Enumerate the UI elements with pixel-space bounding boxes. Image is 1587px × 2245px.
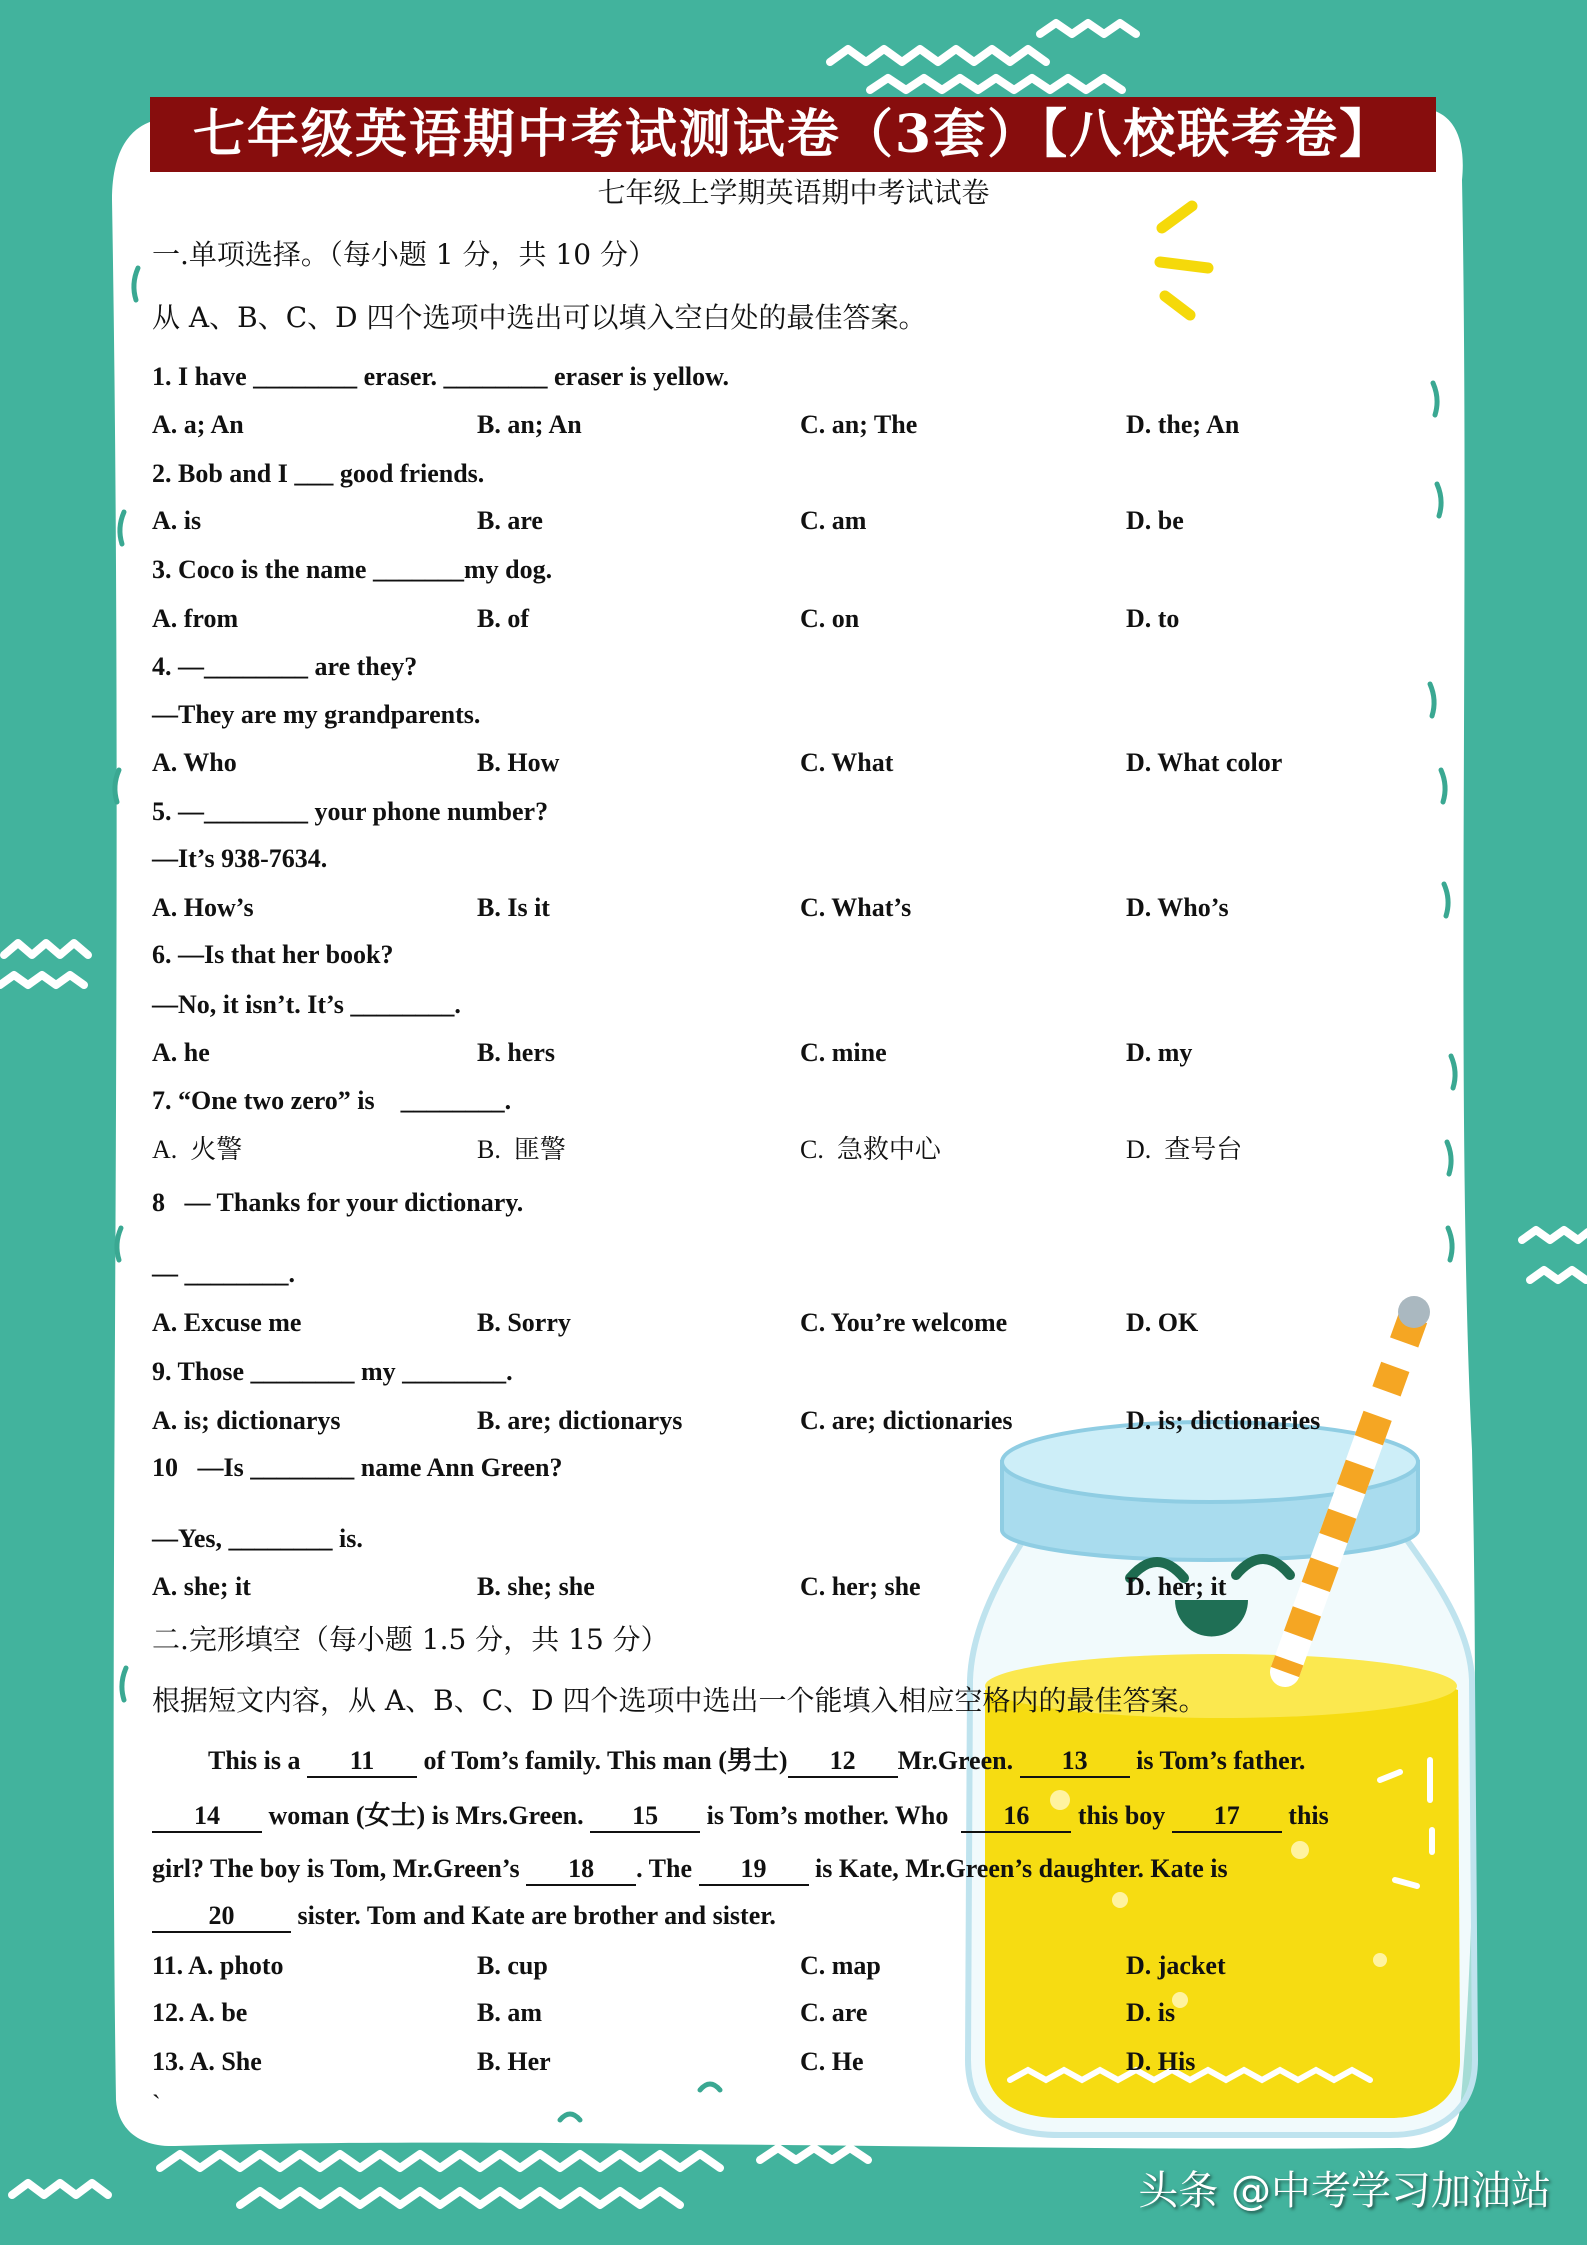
option-d: D. the; An [1126, 410, 1240, 439]
question-2-stem: 2. Bob and I ___ good friends. [152, 459, 485, 488]
option-a: A. How’s [152, 893, 254, 922]
option-b: B. Is it [477, 893, 550, 922]
passage-text: girl? The boy is Tom, Mr.Green’s [152, 1854, 527, 1883]
question-8-response: — ________. [152, 1259, 295, 1288]
blank-13: 13 [1020, 1746, 1130, 1778]
option-a: A. from [152, 604, 239, 633]
passage-text: Mr.Green. [897, 1746, 1020, 1775]
title-banner [150, 97, 1436, 172]
question-6-stem: 6. —Is that her book? [152, 940, 394, 969]
passage-line-2 [152, 1798, 1329, 1834]
option-d: D. Who’s [1126, 893, 1229, 922]
question-1-options [0, 407, 1587, 443]
option-d: D. His [1126, 2047, 1196, 2076]
option-d: D. my [1126, 1038, 1193, 1067]
passage-text: is Kate, Mr.Green’s daughter. Kate is [808, 1854, 1228, 1883]
question-5-options [0, 890, 1587, 926]
question-12-options [0, 1995, 1587, 2031]
question-6-response: —No, it isn’t. It’s ________. [152, 990, 461, 1019]
section1-instruction: 从 A、B、C、D 四个选项中选出可以填入空白处的最佳答案。 [152, 301, 927, 334]
option-c: C. What [800, 748, 894, 777]
passage-line-3 [152, 1851, 1228, 1887]
passage-line-1 [208, 1743, 1305, 1779]
blank-19: 19 [699, 1854, 809, 1886]
section2-heading: 二.完形填空（每小题 1.5 分，共 15 分） [152, 1623, 669, 1656]
option-d: D. jacket [1126, 1951, 1226, 1980]
passage-text: This is a [208, 1746, 307, 1775]
question-7-options [0, 1132, 1587, 1168]
option-a: A. Excuse me [152, 1308, 302, 1337]
option-c: C. her; she [800, 1572, 921, 1601]
question-4-response: —They are my grandparents. [152, 700, 481, 729]
question-3-stem: 3. Coco is the name _______my dog. [152, 555, 553, 584]
option-a: 11. A. photo [152, 1951, 284, 1980]
option-a: A. is [152, 506, 202, 535]
passage-text: sister. Tom and Kate are brother and sister. [291, 1901, 776, 1930]
question-5-stem: 5. —________ your phone number? [152, 797, 549, 826]
question-1-stem: 1. I have ________ eraser. ________ eraser is yellow. [152, 362, 729, 391]
option-c: C. mine [800, 1038, 887, 1067]
option-b: B. she; she [477, 1572, 595, 1601]
option-b: B. are [477, 506, 543, 535]
option-b: B. hers [477, 1038, 555, 1067]
option-c: C. are; dictionaries [800, 1406, 1013, 1435]
question-3-options [0, 601, 1587, 637]
blank-18: 18 [526, 1854, 636, 1886]
question-2-options [0, 503, 1587, 539]
blank-12: 12 [788, 1746, 898, 1778]
blank-16: 16 [961, 1801, 1071, 1833]
option-b: B. 匪警 [477, 1135, 566, 1164]
blank-11: 11 [307, 1746, 417, 1778]
question-11-options [0, 1948, 1587, 1984]
question-4-stem: 4. —________ are they? [152, 652, 418, 681]
question-8-stem: 8 — Thanks for your dictionary. [152, 1188, 524, 1217]
option-c: C. are [800, 1998, 868, 2027]
option-d: D. is; dictionaries [1126, 1406, 1321, 1435]
option-c: C. You’re welcome [800, 1308, 1008, 1337]
question-10-stem: 10 —Is ________ name Ann Green? [152, 1453, 563, 1482]
question-9-options [0, 1403, 1587, 1439]
question-9-stem: 9. Those ________ my ________. [152, 1357, 513, 1386]
blank-17: 17 [1172, 1801, 1282, 1833]
passage-text: this boy [1071, 1801, 1172, 1830]
option-c: C. He [800, 2047, 864, 2076]
option-a: A. a; An [152, 410, 244, 439]
section2-instruction: 根据短文内容，从 A、B、C、D 四个选项中选出一个能填入相应空格内的最佳答案。 [152, 1684, 1207, 1717]
passage-text: woman (女士) is Mrs.Green. [262, 1801, 591, 1830]
question-10-response: —Yes, ________ is. [152, 1524, 363, 1553]
option-b: B. am [477, 1998, 542, 2027]
option-b: B. cup [477, 1951, 548, 1980]
option-b: B. of [477, 604, 529, 633]
passage-line-4 [152, 1898, 776, 1934]
source-watermark: 头条 @中考学习加油站 [1138, 2168, 1551, 2214]
blank-15: 15 [590, 1801, 700, 1833]
option-a: 12. A. be [152, 1998, 248, 2027]
question-6-options [0, 1035, 1587, 1071]
question-13-options [0, 2044, 1587, 2080]
blank-20: 20 [152, 1901, 291, 1933]
passage-text: . The [636, 1854, 699, 1883]
section1-heading: 一.单项选择。（每小题 1 分，共 10 分） [152, 238, 656, 271]
option-b: B. Sorry [477, 1308, 571, 1337]
option-b: B. Her [477, 2047, 551, 2076]
option-d: D. 查号台 [1126, 1135, 1243, 1164]
option-a: A. is; dictionarys [152, 1406, 341, 1435]
option-d: D. to [1126, 604, 1180, 633]
passage-text: is Tom’s mother. Who [700, 1801, 962, 1830]
question-4-options [0, 745, 1587, 781]
option-b: B. How [477, 748, 560, 777]
option-c: C. an; The [800, 410, 918, 439]
option-c: C. map [800, 1951, 881, 1980]
option-a: A. 火警 [152, 1135, 243, 1164]
passage-text: is Tom’s father. [1129, 1746, 1306, 1775]
option-d: D. is [1126, 1998, 1176, 2027]
option-a: A. Who [152, 748, 237, 777]
option-b: B. an; An [477, 410, 582, 439]
option-d: D. OK [1126, 1308, 1199, 1337]
option-b: B. are; dictionarys [477, 1406, 683, 1435]
question-5-response: —It’s 938-7634. [152, 844, 328, 873]
option-d: D. be [1126, 506, 1184, 535]
document-subtitle: 七年级上学期英语期中考试试卷 [597, 176, 990, 209]
option-c: C. What’s [800, 893, 912, 922]
option-a: A. he [152, 1038, 210, 1067]
document-title: 七年级英语期中考试测试卷（3套）【八校联考卷】 [192, 104, 1394, 165]
option-c: C. on [800, 604, 860, 633]
option-c: C. 急救中心 [800, 1135, 941, 1164]
blank-14: 14 [152, 1801, 262, 1833]
question-10-options [0, 1569, 1587, 1605]
option-a: 13. A. She [152, 2047, 262, 2076]
question-7-stem: 7. “One two zero” is ________. [152, 1086, 512, 1115]
option-d: D. What color [1126, 748, 1283, 777]
passage-text: of Tom’s family. This man (男士) [417, 1746, 788, 1775]
question-8-options [0, 1305, 1587, 1341]
stray-mark: ` [152, 2090, 161, 2119]
passage-text: this [1281, 1801, 1329, 1830]
option-d: D. her; it [1126, 1572, 1227, 1601]
option-c: C. am [800, 506, 867, 535]
option-a: A. she; it [152, 1572, 251, 1601]
